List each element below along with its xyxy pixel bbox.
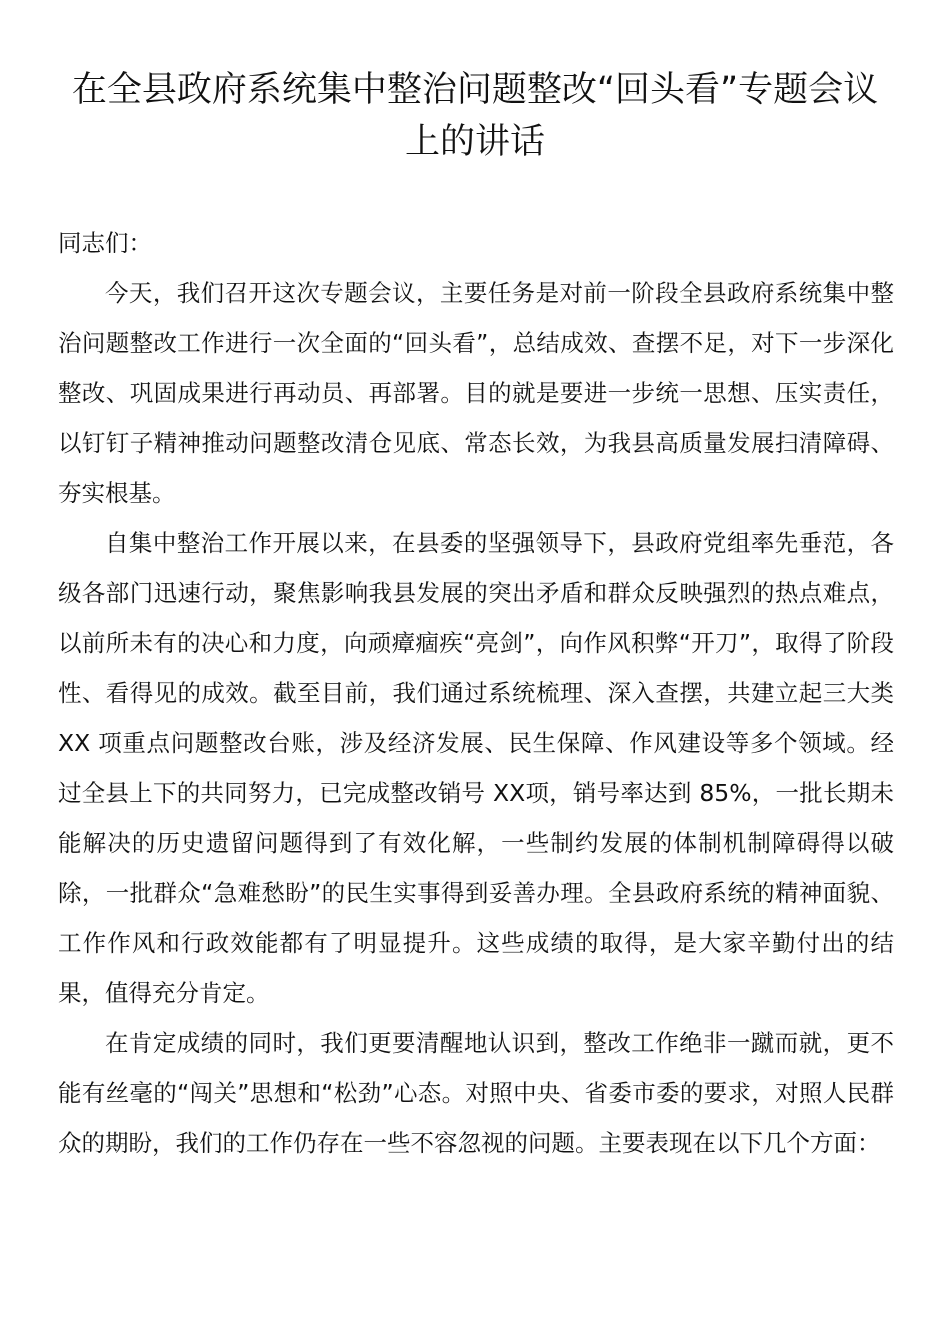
paragraph-1: 今天，我们召开这次专题会议，主要任务是对前一阶段全县政府系统集中整治问题整改工作进行一次全面的“回头看”，总结成效、查摆不足，对下一步深化整改、巩固成果进行再动员、再部署。目的就是要进一步统一思想、压实责任，以钉钉子精神推动问题整改清仓见底、常态长效，为我县高质量发展扫清障碍、夯实根基。 (58, 279, 894, 507)
paragraph-2: 自集中整治工作开展以来，在县委的坚强领导下，县政府党组率先垂范，各级各部门迅速行动，聚焦影响我县发展的突出矛盾和群众反映强烈的热点难点，以前所未有的决心和力度，向顽瘴痼疾“亮剑”，向作风积弊“开刀”，取得了阶段性、看得见的成效。截至目前，我们通过系统梳理、深入查摆，共建立起三大类 XX 项重点问题整改台账，涉及经济发展、民生保障、作风建设等多个领域。经过全县上下的共同努力，已完成整改销号 XX项，销号率达到 85%，一批长期未能解决的历史遗留问题得到了有效化解，一些制约发展的体制机制障碍得以破除，一批群众“急难愁盼”的民生实事得到妥善办理。全县政府系统的精神面貌、工作作风和行政效能都有了明显提升。这些成绩的取得，是大家辛勤付出的结果，值得充分肯定。 (58, 529, 894, 1007)
document-body (58, 218, 894, 1168)
document-title: 在全县政府系统集中整治问题整改“回头看”专题会议上的讲话 (71, 70, 879, 162)
salutation: 同志们： (58, 229, 152, 257)
paragraph-3: 在肯定成绩的同时，我们更要清醒地认识到，整改工作绝非一蹴而就，更不能有丝毫的“闯关”思想和“松劲”心态。对照中央、省委市委的要求，对照人民群众的期盼，我们的工作仍存在一些不容忽视的问题。主要表现在以下几个方面： (58, 1029, 894, 1157)
